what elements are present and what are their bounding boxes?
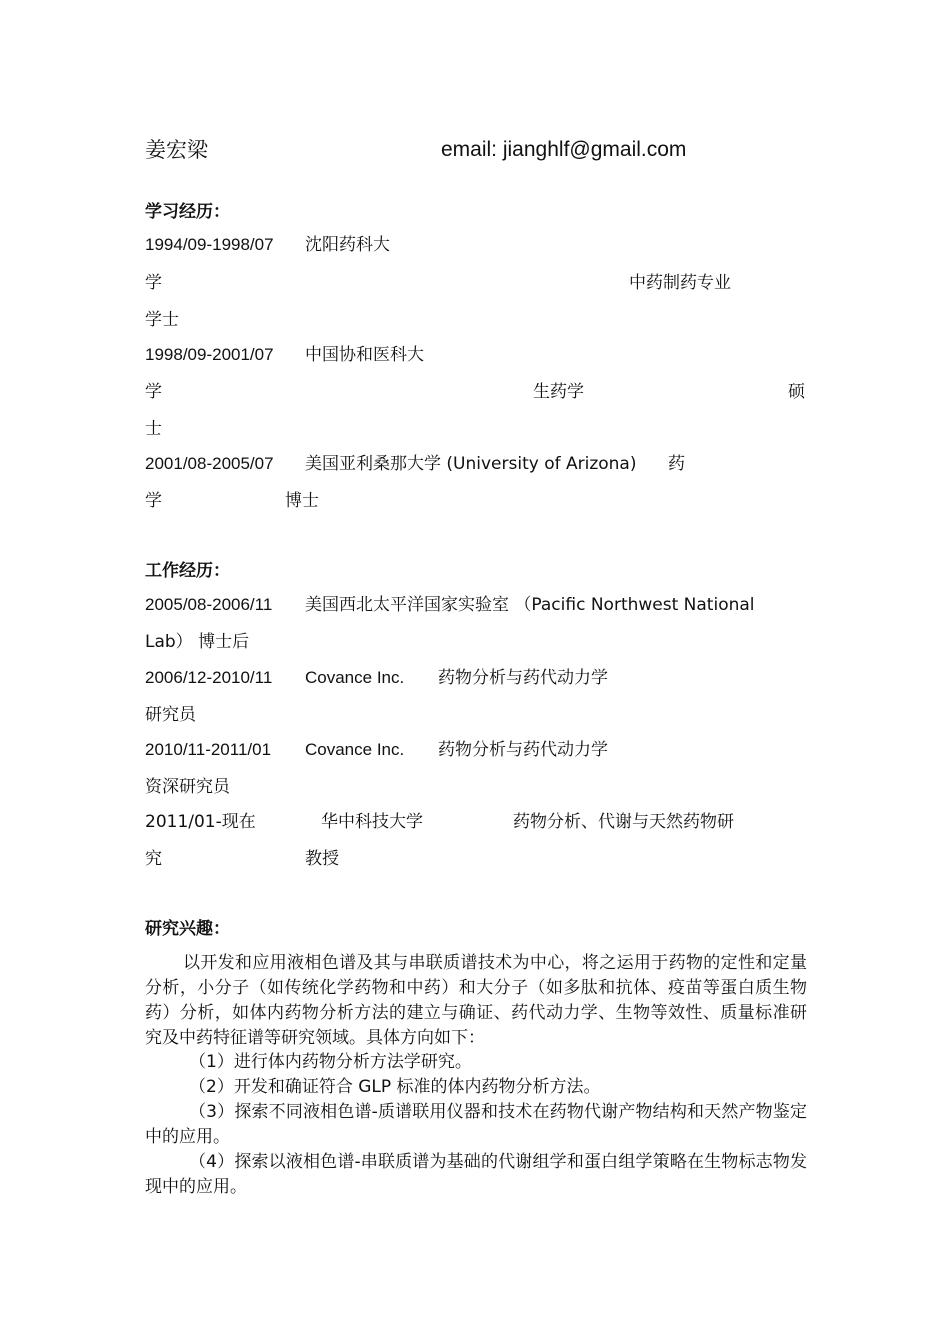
- edu-2-degree: 硕: [788, 382, 805, 402]
- work-3-field: 药物分析与药代动力学: [438, 740, 608, 760]
- edu-2-school-cont: 学: [145, 382, 162, 402]
- work-4-field-cont: 究: [145, 849, 162, 869]
- work-4-org: 华中科技大学: [321, 812, 423, 832]
- work-2-title: 研究员: [145, 705, 196, 725]
- work-2-dates: 2006/12-2010/11: [145, 668, 273, 687]
- work-1-dates: 2005/08-2006/11: [145, 595, 273, 614]
- work-2-org: Covance Inc.: [305, 668, 405, 687]
- work-4-field: 药物分析、代谢与天然药物研: [513, 812, 734, 832]
- edu-2-dates: 1998/09-2001/07: [145, 345, 274, 364]
- edu-2-degree-cont: 士: [145, 419, 162, 439]
- edu-1-dates: 1994/09-1998/07: [145, 235, 274, 254]
- work-3-org: Covance Inc.: [305, 740, 405, 759]
- work-3-title: 资深研究员: [145, 777, 230, 797]
- research-heading: 研究兴趣：: [145, 919, 230, 939]
- edu-3-major-cont: 学: [145, 491, 162, 511]
- work-heading: 工作经历：: [145, 561, 230, 581]
- edu-1-major: 中药制药专业: [629, 273, 731, 293]
- work-4-title: 教授: [305, 849, 339, 869]
- edu-3-major: 药: [668, 454, 685, 474]
- edu-3-degree: 博士: [285, 491, 319, 511]
- work-3-dates: 2010/11-2011/01: [145, 740, 272, 759]
- edu-1-school: 沈阳药科大: [305, 235, 390, 255]
- work-1-org: 美国西北太平洋国家实验室 （Pacific Northwest National: [305, 595, 755, 615]
- edu-2-school: 中国协和医科大: [305, 345, 424, 365]
- research-item-3: （3）探索不同液相色谱-质谱联用仪器和技术在药物代谢产物结构和天然产物鉴定中的应用。: [145, 1102, 807, 1147]
- edu-3-dates: 2001/08-2005/07: [145, 454, 274, 473]
- research-item-4: （4）探索以液相色谱-串联质谱为基础的代谢组学和蛋白组学策略在生物标志物发现中的应用。: [145, 1152, 807, 1197]
- edu-1-school-cont: 学: [145, 273, 162, 293]
- applicant-name: 姜宏梁: [145, 138, 208, 162]
- work-1-org-cont: Lab） 博士后: [145, 632, 250, 652]
- edu-1-degree: 学士: [145, 310, 179, 330]
- work-2-field: 药物分析与药代动力学: [438, 668, 608, 688]
- education-heading: 学习经历：: [145, 202, 230, 222]
- email-address: email: jianghlf@gmail.com: [441, 138, 687, 161]
- edu-3-school: 美国亚利桑那大学 (University of Arizona): [305, 454, 637, 474]
- edu-2-major: 生药学: [533, 382, 584, 402]
- research-intro: 以开发和应用液相色谱及其与串联质谱技术为中心，将之运用于药物的定性和定量分析，小分子（如传统化学药物和中药）和大分子（如多肽和抗体、疫苗等蛋白质生物药）分析，如体内药物分析方法的建立与确证、药代动力学、生物等效性、质量标准研究及中药特征谱等研究领域。具体方向如下：: [145, 953, 807, 1048]
- research-item-1: （1）进行体内药物分析方法学研究。: [189, 1052, 472, 1072]
- research-item-2: （2）开发和确证符合 GLP 标准的体内药物分析方法。: [189, 1077, 601, 1097]
- work-4-dates: 2011/01-现在: [145, 812, 256, 832]
